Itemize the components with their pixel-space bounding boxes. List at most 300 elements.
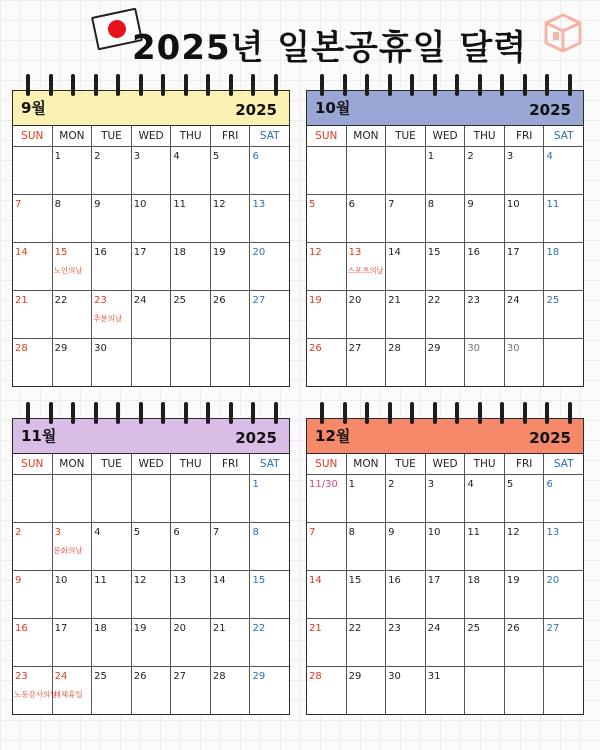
day-cell bbox=[465, 147, 505, 194]
day-cell bbox=[171, 243, 211, 290]
day-cell bbox=[250, 339, 289, 386]
binder-ring bbox=[320, 74, 324, 96]
day-number: 13 bbox=[546, 527, 560, 538]
day-number: 8 bbox=[348, 527, 355, 538]
page-title: 2025년 일본공휴일 달력 bbox=[132, 28, 528, 68]
day-number: 21 bbox=[15, 295, 28, 306]
day-cell bbox=[386, 147, 426, 194]
day-number: 29 bbox=[54, 343, 68, 354]
day-number: 27 bbox=[348, 343, 362, 354]
day-cell bbox=[53, 475, 93, 522]
day-number: 20 bbox=[173, 623, 187, 634]
day-number: 20 bbox=[252, 247, 266, 258]
day-number: 3 bbox=[54, 527, 61, 538]
day-cell bbox=[426, 243, 466, 290]
day-cell bbox=[132, 571, 172, 618]
week-row bbox=[13, 339, 289, 386]
day-cell bbox=[544, 619, 583, 666]
weekday-thu: THU bbox=[171, 126, 211, 146]
day-number: 30 bbox=[94, 343, 107, 354]
day-number: 22 bbox=[252, 623, 266, 634]
weekday-thu: THU bbox=[465, 454, 505, 474]
day-cell bbox=[132, 339, 172, 386]
day-cell bbox=[544, 339, 583, 386]
month-label: 9월 bbox=[21, 99, 46, 117]
weekday-wed: WED bbox=[132, 126, 172, 146]
day-number: 11 bbox=[173, 199, 187, 210]
day-number: 2 bbox=[388, 479, 395, 490]
binder-ring bbox=[206, 74, 210, 96]
binder-ring bbox=[455, 74, 459, 96]
day-number: 12 bbox=[309, 247, 322, 258]
binder-ring bbox=[388, 74, 392, 96]
date-grid bbox=[13, 475, 289, 714]
binder-ring bbox=[71, 402, 75, 424]
weekday-thu: THU bbox=[465, 126, 505, 146]
day-number: 26 bbox=[309, 343, 322, 354]
day-cell bbox=[211, 291, 251, 338]
day-number: 5 bbox=[133, 527, 141, 538]
day-cell bbox=[92, 195, 132, 242]
day-number: 13 bbox=[348, 247, 362, 258]
binder-ring bbox=[26, 402, 30, 424]
weekday-fri: FRI bbox=[211, 454, 251, 474]
day-cell bbox=[426, 475, 466, 522]
weekday-header bbox=[13, 126, 289, 147]
week-row bbox=[13, 667, 289, 714]
day-cell bbox=[92, 291, 132, 338]
weekday-wed: WED bbox=[132, 454, 172, 474]
day-number: 30 bbox=[506, 343, 520, 354]
day-number: 17 bbox=[133, 247, 147, 258]
day-cell bbox=[171, 619, 211, 666]
day-cell bbox=[544, 243, 583, 290]
binder-ring bbox=[94, 402, 98, 424]
day-cell bbox=[465, 475, 505, 522]
week-row bbox=[307, 523, 583, 571]
day-number: 15 bbox=[348, 575, 362, 586]
day-cell bbox=[132, 147, 172, 194]
binder-ring bbox=[116, 402, 120, 424]
binder-ring bbox=[568, 402, 572, 424]
day-cell bbox=[307, 243, 347, 290]
binder-ring bbox=[184, 74, 188, 96]
day-cell bbox=[13, 571, 53, 618]
date-grid bbox=[307, 475, 583, 714]
day-number: 10 bbox=[427, 527, 441, 538]
day-number: 25 bbox=[173, 295, 187, 306]
day-cell bbox=[13, 523, 53, 570]
weekday-tue: TUE bbox=[92, 454, 132, 474]
day-cell bbox=[505, 195, 545, 242]
day-number: 16 bbox=[467, 247, 481, 258]
day-cell bbox=[544, 475, 583, 522]
binder-ring bbox=[343, 402, 347, 424]
day-number: 9 bbox=[388, 527, 395, 538]
day-cell bbox=[465, 619, 505, 666]
day-cell bbox=[347, 147, 387, 194]
day-number: 26 bbox=[133, 671, 147, 682]
day-number: 14 bbox=[15, 247, 28, 258]
day-cell bbox=[347, 523, 387, 570]
binder-rings bbox=[306, 402, 584, 426]
day-cell bbox=[544, 523, 583, 570]
binder-ring bbox=[523, 402, 527, 424]
date-grid bbox=[13, 147, 289, 386]
binder-ring bbox=[274, 74, 278, 96]
day-number: 16 bbox=[15, 623, 28, 634]
day-number: 31 bbox=[427, 671, 441, 682]
binder-ring bbox=[500, 402, 504, 424]
weekday-sun: SUN bbox=[307, 126, 347, 146]
week-row bbox=[307, 147, 583, 195]
week-row bbox=[13, 475, 289, 523]
day-number: 19 bbox=[133, 623, 147, 634]
day-cell bbox=[53, 195, 93, 242]
day-cell bbox=[250, 195, 289, 242]
weekday-mon: MON bbox=[347, 126, 387, 146]
binder-rings bbox=[306, 74, 584, 98]
day-cell bbox=[465, 291, 505, 338]
day-cell bbox=[211, 195, 251, 242]
day-cell bbox=[465, 667, 505, 714]
weekday-sat: SAT bbox=[259, 130, 280, 142]
day-cell bbox=[544, 571, 583, 618]
day-number: 27 bbox=[546, 623, 560, 634]
day-number: 8 bbox=[252, 527, 259, 538]
day-number: 8 bbox=[427, 199, 435, 210]
day-number: 23 bbox=[467, 295, 481, 306]
day-number: 21 bbox=[309, 623, 322, 634]
day-cell bbox=[171, 571, 211, 618]
day-cell bbox=[505, 243, 545, 290]
day-cell bbox=[347, 291, 387, 338]
binder-ring bbox=[161, 402, 165, 424]
binder-ring bbox=[26, 74, 30, 96]
week-row bbox=[307, 291, 583, 339]
day-cell bbox=[53, 619, 93, 666]
day-cell bbox=[53, 147, 93, 194]
day-cell bbox=[250, 147, 289, 194]
day-number: 20 bbox=[546, 575, 560, 586]
day-cell bbox=[211, 475, 251, 522]
day-cell bbox=[386, 195, 426, 242]
day-cell bbox=[307, 523, 347, 570]
day-cell bbox=[132, 523, 172, 570]
day-number: 1 bbox=[54, 151, 61, 162]
day-cell bbox=[505, 339, 545, 386]
year-label: 2025 bbox=[529, 429, 571, 447]
day-cell bbox=[307, 147, 347, 194]
day-number: 27 bbox=[252, 295, 266, 306]
day-cell bbox=[171, 147, 211, 194]
binder-ring bbox=[320, 402, 324, 424]
day-number: 18 bbox=[173, 247, 187, 258]
day-number: 24 bbox=[506, 295, 520, 306]
holiday-label: 노인의날 bbox=[53, 266, 83, 275]
month-label: 12월 bbox=[315, 427, 351, 445]
day-number: 15 bbox=[252, 575, 266, 586]
binder-ring bbox=[274, 402, 278, 424]
day-number: 16 bbox=[388, 575, 401, 586]
day-cell bbox=[505, 475, 545, 522]
day-number: 3 bbox=[133, 151, 141, 162]
binder-ring bbox=[433, 74, 437, 96]
day-cell bbox=[347, 667, 387, 714]
day-number: 15 bbox=[54, 247, 68, 258]
day-cell bbox=[307, 339, 347, 386]
binder-ring bbox=[568, 74, 572, 96]
day-number: 2 bbox=[467, 151, 474, 162]
day-number: 14 bbox=[309, 575, 322, 586]
day-number: 10 bbox=[506, 199, 520, 210]
weekday-wed: WED bbox=[426, 126, 466, 146]
binder-ring bbox=[410, 74, 414, 96]
day-number: 23 bbox=[15, 671, 28, 682]
calendar-box bbox=[306, 90, 584, 387]
calendar-box bbox=[12, 418, 290, 715]
day-number: 12 bbox=[212, 199, 226, 210]
day-number: 14 bbox=[212, 575, 226, 586]
day-cell bbox=[13, 667, 58, 714]
binder-ring bbox=[139, 402, 143, 424]
day-number: 22 bbox=[54, 295, 68, 306]
day-cell bbox=[13, 619, 53, 666]
week-row bbox=[307, 339, 583, 386]
binder-ring bbox=[343, 74, 347, 96]
day-cell bbox=[250, 523, 289, 570]
day-cell bbox=[13, 475, 53, 522]
day-number: 1 bbox=[252, 479, 259, 490]
weekday-sat: SAT bbox=[259, 458, 280, 470]
week-row bbox=[307, 619, 583, 667]
day-number: 29 bbox=[348, 671, 362, 682]
day-number: 10 bbox=[133, 199, 147, 210]
day-number: 17 bbox=[427, 575, 441, 586]
day-cell bbox=[426, 571, 466, 618]
day-cell bbox=[307, 291, 347, 338]
day-number: 18 bbox=[94, 623, 107, 634]
box-logo-icon bbox=[542, 12, 584, 54]
year-label: 2025 bbox=[235, 101, 277, 119]
day-cell bbox=[132, 667, 172, 714]
day-cell bbox=[211, 339, 251, 386]
day-number: 28 bbox=[212, 671, 226, 682]
day-cell bbox=[250, 571, 289, 618]
day-number: 15 bbox=[427, 247, 441, 258]
day-number: 21 bbox=[388, 295, 401, 306]
day-cell bbox=[53, 571, 93, 618]
day-number: 13 bbox=[173, 575, 187, 586]
month-label: 11월 bbox=[21, 427, 57, 445]
year-label: 2025 bbox=[235, 429, 277, 447]
day-cell bbox=[171, 475, 211, 522]
day-number: 7 bbox=[309, 527, 316, 538]
weekday-header bbox=[307, 454, 583, 475]
weekday-fri: FRI bbox=[505, 454, 545, 474]
day-number: 14 bbox=[388, 247, 401, 258]
day-cell bbox=[92, 619, 132, 666]
binder-ring bbox=[500, 74, 504, 96]
day-cell bbox=[132, 195, 172, 242]
holiday-label: 추분의날 bbox=[93, 314, 123, 323]
weekday-sat: SAT bbox=[553, 458, 574, 470]
day-cell bbox=[211, 667, 251, 714]
day-cell bbox=[386, 619, 426, 666]
holiday-label: 대체휴일 bbox=[53, 690, 83, 699]
day-cell bbox=[347, 619, 387, 666]
day-number: 13 bbox=[252, 199, 266, 210]
day-number: 8 bbox=[54, 199, 61, 210]
day-number: 6 bbox=[173, 527, 180, 538]
day-cell bbox=[171, 523, 211, 570]
day-number: 6 bbox=[348, 199, 355, 210]
day-cell bbox=[307, 667, 347, 714]
week-row bbox=[13, 291, 289, 339]
day-cell bbox=[211, 243, 251, 290]
weekday-mon: MON bbox=[347, 454, 387, 474]
day-number: 28 bbox=[388, 343, 401, 354]
day-cell bbox=[307, 619, 347, 666]
day-cell bbox=[386, 667, 426, 714]
day-cell bbox=[465, 195, 505, 242]
day-cell bbox=[92, 571, 132, 618]
holiday-label: 스포츠의날 bbox=[347, 266, 384, 275]
day-number: 4 bbox=[173, 151, 180, 162]
day-number: 28 bbox=[15, 343, 28, 354]
day-number: 2 bbox=[94, 151, 101, 162]
binder-ring bbox=[478, 402, 482, 424]
day-number: 19 bbox=[506, 575, 520, 586]
day-number: 20 bbox=[348, 295, 362, 306]
calendar-box bbox=[306, 418, 584, 715]
day-cell bbox=[13, 291, 53, 338]
day-cell bbox=[386, 571, 426, 618]
day-cell bbox=[13, 195, 53, 242]
day-cell bbox=[250, 667, 289, 714]
binder-ring bbox=[71, 74, 75, 96]
weekday-fri: FRI bbox=[505, 126, 545, 146]
binder-ring bbox=[410, 402, 414, 424]
day-cell bbox=[544, 291, 583, 338]
binder-ring bbox=[206, 402, 210, 424]
day-cell bbox=[386, 475, 426, 522]
day-cell bbox=[250, 475, 289, 522]
day-cell bbox=[386, 243, 426, 290]
holiday-label: 문화의날 bbox=[53, 546, 83, 555]
day-number: 25 bbox=[94, 671, 107, 682]
binder-ring bbox=[365, 74, 369, 96]
day-cell bbox=[211, 147, 251, 194]
weekday-fri: FRI bbox=[211, 126, 251, 146]
day-number: 26 bbox=[506, 623, 520, 634]
day-number: 1 bbox=[427, 151, 435, 162]
day-number: 11 bbox=[94, 575, 107, 586]
day-cell bbox=[426, 619, 466, 666]
day-cell bbox=[465, 243, 505, 290]
week-row bbox=[13, 147, 289, 195]
day-number: 9 bbox=[94, 199, 101, 210]
day-cell bbox=[53, 523, 93, 570]
day-number: 6 bbox=[546, 479, 553, 490]
day-number: 9 bbox=[15, 575, 22, 586]
date-grid bbox=[307, 147, 583, 386]
day-cell bbox=[92, 667, 132, 714]
day-cell bbox=[544, 195, 583, 242]
day-cell bbox=[13, 339, 53, 386]
weekday-header bbox=[13, 454, 289, 475]
weekday-tue: TUE bbox=[386, 126, 426, 146]
day-cell bbox=[132, 619, 172, 666]
day-cell bbox=[211, 523, 251, 570]
day-number: 10 bbox=[54, 575, 68, 586]
day-number: 23 bbox=[94, 295, 107, 306]
binder-ring bbox=[365, 402, 369, 424]
day-number: 6 bbox=[252, 151, 259, 162]
day-number: 9 bbox=[467, 199, 474, 210]
day-number: 5 bbox=[309, 199, 316, 210]
day-number: 12 bbox=[133, 575, 147, 586]
day-cell bbox=[386, 291, 426, 338]
day-cell bbox=[250, 243, 289, 290]
day-number: 22 bbox=[427, 295, 441, 306]
day-number: 19 bbox=[309, 295, 322, 306]
day-cell bbox=[426, 667, 466, 714]
day-number: 23 bbox=[388, 623, 401, 634]
binder-ring bbox=[455, 402, 459, 424]
day-number: 7 bbox=[212, 527, 220, 538]
day-cell bbox=[132, 243, 172, 290]
day-cell bbox=[171, 667, 211, 714]
day-number: 18 bbox=[546, 247, 560, 258]
weekday-tue: TUE bbox=[386, 454, 426, 474]
day-cell bbox=[92, 243, 132, 290]
binder-ring bbox=[478, 74, 482, 96]
day-cell bbox=[307, 475, 347, 522]
binder-ring bbox=[161, 74, 165, 96]
day-cell bbox=[53, 291, 93, 338]
week-row bbox=[307, 667, 583, 714]
binder-ring bbox=[545, 402, 549, 424]
day-number: 17 bbox=[54, 623, 68, 634]
binder-rings bbox=[12, 402, 290, 426]
day-number: 3 bbox=[427, 479, 435, 490]
day-cell bbox=[92, 147, 132, 194]
binder-ring bbox=[523, 74, 527, 96]
year-label: 2025 bbox=[529, 101, 571, 119]
day-cell bbox=[347, 571, 387, 618]
day-cell bbox=[465, 523, 505, 570]
day-cell bbox=[505, 571, 545, 618]
binder-ring bbox=[229, 74, 233, 96]
day-cell bbox=[465, 571, 505, 618]
day-cell bbox=[250, 291, 289, 338]
week-row bbox=[13, 243, 289, 291]
weekday-sun: SUN bbox=[13, 126, 53, 146]
binder-ring bbox=[139, 74, 143, 96]
day-cell bbox=[386, 339, 426, 386]
binder-ring bbox=[251, 402, 255, 424]
day-number: 24 bbox=[54, 671, 68, 682]
weekday-sun: SUN bbox=[13, 454, 53, 474]
day-cell bbox=[347, 475, 387, 522]
day-number: 25 bbox=[467, 623, 481, 634]
day-number: 25 bbox=[546, 295, 560, 306]
day-number: 12 bbox=[506, 527, 520, 538]
day-number: 29 bbox=[427, 343, 441, 354]
day-number: 22 bbox=[348, 623, 362, 634]
day-cell bbox=[347, 195, 387, 242]
